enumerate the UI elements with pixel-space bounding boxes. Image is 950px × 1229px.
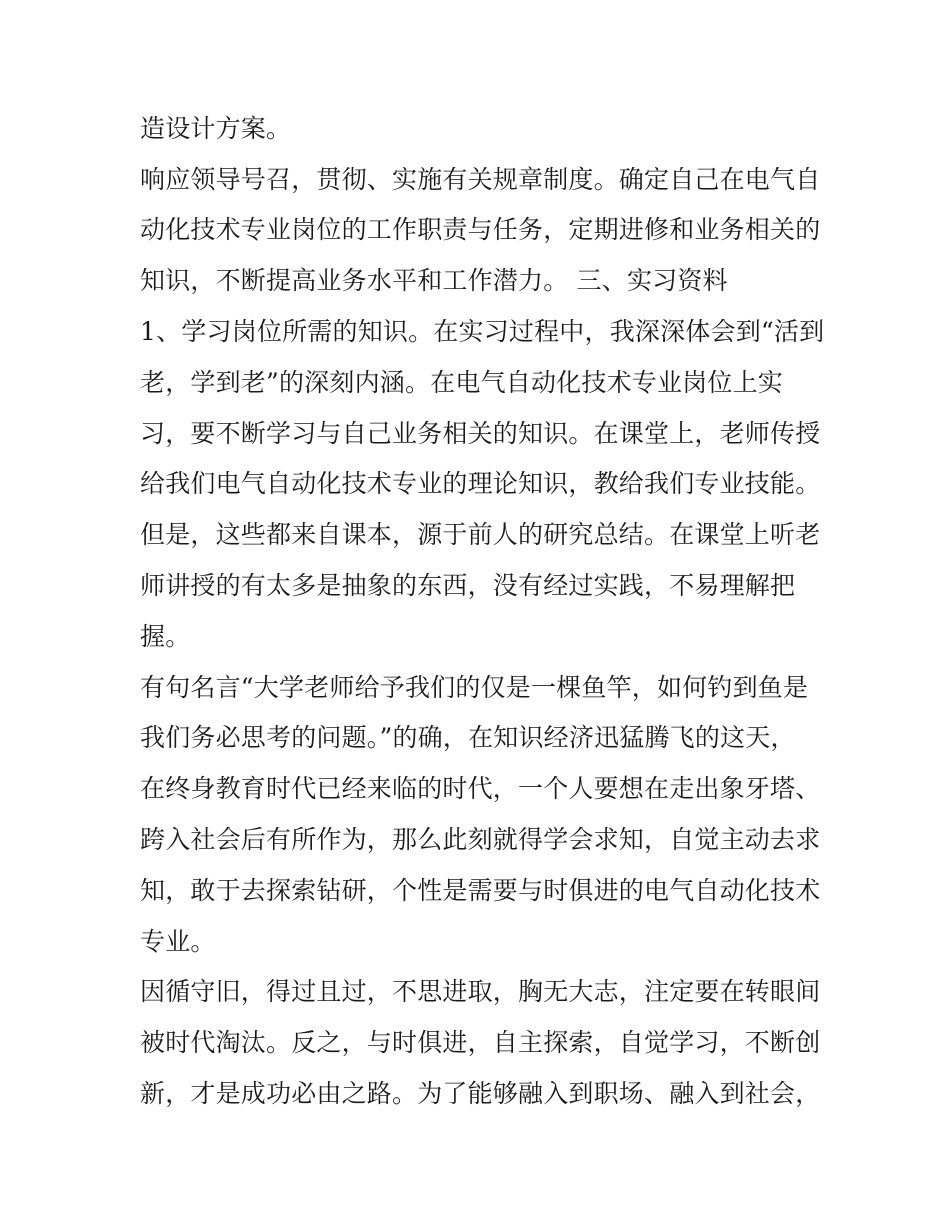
- text-line: 习，要不断学习与自己业务相关的知识。在课堂上，老师传授: [140, 419, 821, 448]
- text-line: 知识，不断提高业务水平和工作潜力。 三、实习资料: [140, 266, 728, 295]
- text-line: 新，才是成功必由之路。为了能够融入到职场、融入到社会，: [140, 1079, 821, 1108]
- text-line: 被时代淘汰。反之，与时俱进，自主探索，自觉学习，不断创: [140, 1028, 821, 1057]
- text-line: 给我们电气自动化技术专业的理论知识，教给我们专业技能。: [140, 469, 821, 498]
- text-line: 响应领导号召，贯彻、实施有关规章制度。确定自己在电气自: [140, 165, 821, 194]
- text-line: 知，敢于去探索钻研，个性是需要与时俱进的电气自动化技术: [140, 876, 821, 905]
- text-line: 因循守旧，得过且过，不思进取，胸无大志，注定要在转眼间: [140, 977, 821, 1006]
- text-line: 我们务必思考的问题。”的确，在知识经济迅猛腾飞的这天，: [140, 723, 796, 752]
- text-line: 有句名言“大学老师给予我们的仅是一棵鱼竿，如何钓到鱼是: [140, 673, 809, 702]
- text-line: 动化技术专业岗位的工作职责与任务，定期进修和业务相关的: [140, 215, 821, 244]
- text-line: 老，学到老”的深刻内涵。在电气自动化技术专业岗位上实: [140, 368, 783, 397]
- text-line: 造设计方案。: [140, 114, 292, 143]
- text-line: 师讲授的有太多是抽象的东西，没有经过实践，不易理解把: [140, 571, 796, 600]
- text-line: 1、学习岗位所需的知识。在实习过程中，我深深体会到“活到: [140, 317, 825, 346]
- text-line: 但是，这些都来自课本，源于前人的研究总结。在课堂上听老: [140, 520, 821, 549]
- text-line: 专业。: [140, 927, 216, 956]
- text-line: 在终身教育时代已经来临的时代，一个人要想在走出象牙塔、: [140, 774, 821, 803]
- text-line: 握。: [140, 622, 191, 651]
- text-line: 跨入社会后有所作为，那么此刻就得学会求知，自觉主动去求: [140, 825, 821, 854]
